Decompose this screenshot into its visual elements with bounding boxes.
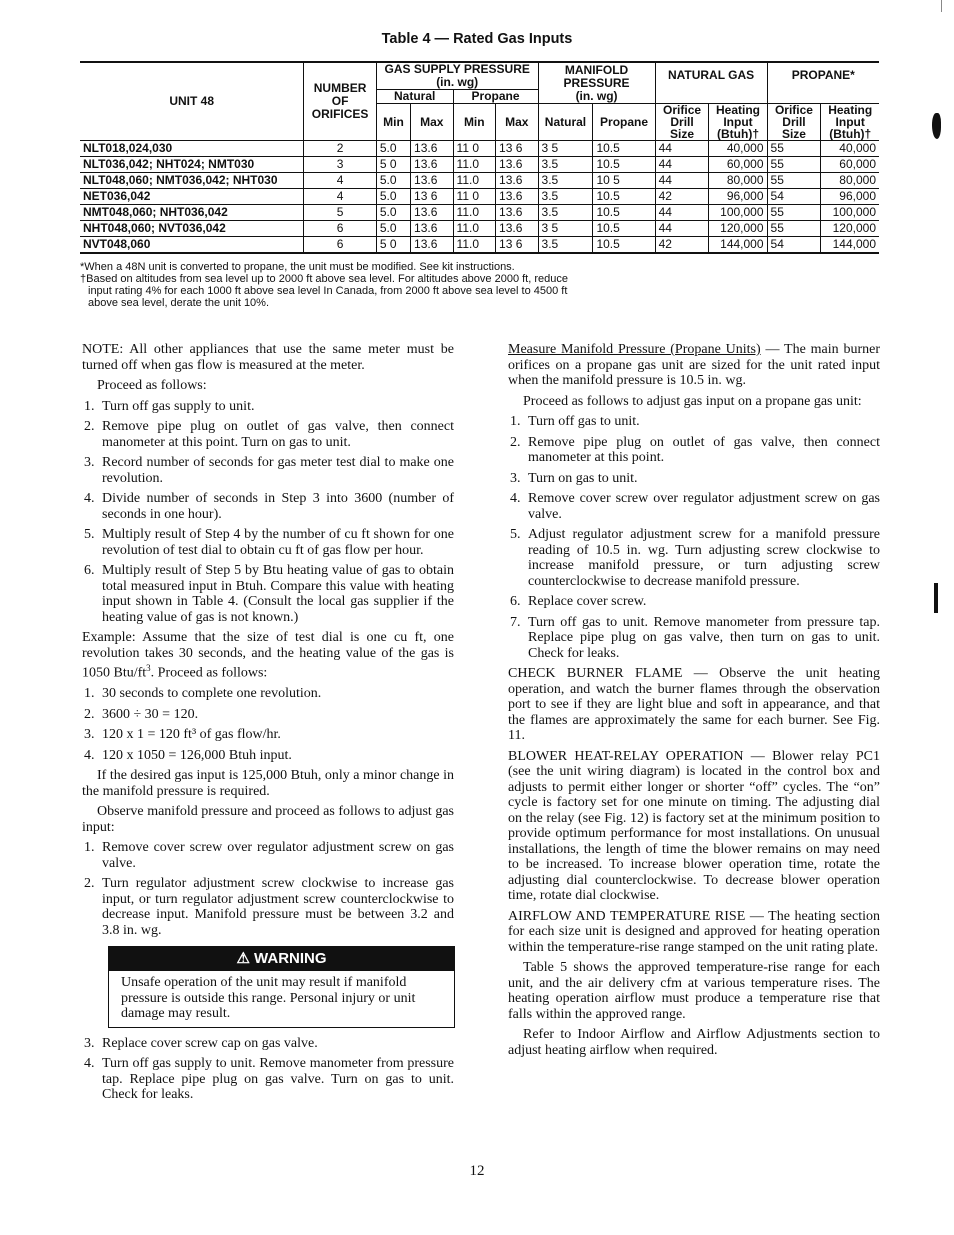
observe-paragraph: Observe manifold pressure and proceed as follows to adjust gas input:: [82, 804, 454, 835]
list-item: 1. Remove cover screw over regulator adjustment screw on gas valve.: [84, 840, 454, 871]
value-cell: 54: [767, 189, 821, 205]
table-row: [80, 205, 879, 221]
warning-box: [108, 946, 455, 1028]
value-cell: 13.6: [411, 237, 453, 254]
value-cell: 13.6: [411, 157, 453, 173]
table-title: Table 4 — Rated Gas Inputs: [381, 31, 573, 47]
list-item: 1. Turn off gas to unit.: [510, 414, 640, 429]
header-orifice-drill: Orifice Drill Size: [655, 104, 709, 141]
header-orifices: NUMBER OF ORIFICES: [304, 62, 377, 141]
value-cell: 5.0: [376, 173, 410, 189]
unit-cell: NVT048,060: [80, 237, 304, 254]
value-cell: 13.6: [411, 173, 453, 189]
value-cell: 44: [655, 173, 709, 189]
footnote: input rating 4% for each 1000 ft above sea level In Canada, from 2000 ft above sea level to 4500 ft: [88, 285, 568, 297]
value-cell: 5.0: [376, 205, 410, 221]
list-item: 3. Turn on gas to unit.: [510, 470, 638, 486]
table-row: [80, 237, 879, 254]
list-item: 5. Multiply result of Step 4 by the number of cu ft shown for one revolution of test dial to obtain cu ft of gas flow per hour.: [84, 527, 454, 558]
heating-input-cell: 120,000: [709, 221, 767, 237]
header-unit: UNIT 48: [80, 62, 304, 141]
table-header: [80, 62, 879, 141]
measure-paragraph: Measure Manifold Pressure (Propane Units) — The main burner orifices on a propane gas unit are sized for the unit rated input when the manifold pressure is 10.5 in. wg.: [508, 342, 881, 388]
list-item: 1. Turn off gas supply to unit.: [84, 398, 255, 414]
header-max: Max: [411, 104, 453, 141]
list-item: 3. 120 x 1 = 120 ft³ of gas flow/hr.: [84, 727, 281, 743]
footnote: above sea level, derate the unit 10%.: [88, 297, 270, 309]
unit-cell: NMT048,060; NHT036,042: [80, 205, 304, 221]
value-cell: 13 6: [411, 189, 453, 205]
heating-input-cell: 144,000: [709, 237, 767, 254]
margin-mark: [932, 113, 941, 139]
list-item: 4. 120 x 1050 = 126,000 Btuh input.: [84, 747, 292, 763]
measure-heading: Measure Manifold Pressure (Propane Units): [508, 342, 761, 357]
heating-input-cell: 40,000: [821, 141, 879, 157]
value-cell: 10.5: [593, 221, 655, 237]
value-cell: 13.6: [496, 221, 539, 237]
propane-steps-list: [508, 414, 880, 661]
orifices-cell: 3: [304, 157, 377, 173]
header-manifold-natural: Natural: [538, 104, 593, 141]
table-row: [80, 157, 879, 173]
unit-cell: NHT048,060; NVT036,042: [80, 221, 304, 237]
list-item: 2. Remove pipe plug on outlet of gas valve, then connect manometer at this point.: [510, 434, 880, 465]
header-manifold-propane: Propane: [593, 104, 655, 141]
value-cell: 44: [655, 141, 709, 157]
value-cell: 10.5: [593, 141, 655, 157]
unit-cell: NLT048,060; NMT036,042; NHT030: [80, 173, 304, 189]
list-item: 7. Turn off gas to unit. Remove manometer from pressure tap. Replace pipe plug on gas valve, then turn on gas to unit. Check for leaks.: [510, 614, 880, 661]
heating-input-cell: 40,000: [709, 141, 767, 157]
value-cell: 3.5: [538, 205, 593, 221]
value-cell: 5.0: [376, 189, 410, 205]
desired-paragraph: If the desired gas input is 125,000 Btuh, only a minor change in the manifold pressure is required.: [82, 768, 454, 799]
list-item: 1. 30 seconds to complete one revolution.: [84, 686, 322, 702]
heating-input-cell: 96,000: [821, 189, 879, 205]
proceed-paragraph: Proceed as follows to adjust gas input on a propane gas unit:: [523, 393, 862, 409]
heating-input-cell: 96,000: [709, 189, 767, 205]
heating-input-cell: 100,000: [821, 205, 879, 221]
adjust-steps-list: [82, 840, 454, 938]
value-cell: 3.5: [538, 173, 593, 189]
table-row: [80, 141, 879, 157]
footnote: †Based on altitudes from sea level up to 2000 ft above sea level. For altitudes above 2000 ft, reduce: [80, 273, 568, 285]
orifices-cell: 2: [304, 141, 377, 157]
orifices-cell: 4: [304, 189, 377, 205]
table-row: [80, 221, 879, 237]
heating-input-cell: 144,000: [821, 237, 879, 254]
value-cell: 55: [767, 221, 821, 237]
example-steps-list: [82, 686, 454, 763]
header-natural-gas: NATURAL GAS: [655, 62, 767, 104]
list-item: 3. Record number of seconds for gas meter test dial to make one revolution.: [84, 455, 454, 486]
blower-paragraph: BLOWER HEAT-RELAY OPERATION — Blower relay PC1 (see the unit wiring diagram) is located in the control box and adjusts to permit either longer or shorter “off” cycles. The “on” cycle is factory set for one minute on timing. The adjusting dial on the relay (see Fig. 12) is factory set at the minimum position to provide optimum performance for most installations. On unusual installations, the length of time the blower remains on may need to be increased. To increase blower operation time, rotate the adjusting dial counterclockwise. To decrease blower operation time, rotate dial clockwise.: [508, 748, 880, 903]
left-column: [82, 342, 454, 1108]
list-item: 4. Divide number of seconds in Step 3 into 3600 (number of seconds in one hour).: [84, 491, 454, 522]
heating-input-cell: 80,000: [709, 173, 767, 189]
value-cell: 10 5: [593, 173, 655, 189]
value-cell: 55: [767, 205, 821, 221]
value-cell: 5 0: [376, 237, 410, 254]
value-cell: 13.6: [411, 221, 453, 237]
value-cell: 54: [767, 237, 821, 254]
value-cell: 13.6: [496, 173, 539, 189]
table-row: [80, 189, 879, 205]
value-cell: 13.6: [496, 189, 539, 205]
list-item: 4. Remove cover screw over regulator adjustment screw on gas valve.: [510, 491, 880, 522]
header-natural: Natural: [376, 90, 453, 104]
check-burner-paragraph: CHECK BURNER FLAME — Observe the unit heating operation, and watch the burner flames through the observation port to see if they are light blue and soft in appearance, and that the flames are approximately the same for each burner. See Fig. 11.: [508, 666, 880, 743]
value-cell: 55: [767, 173, 821, 189]
value-cell: 3 5: [538, 221, 593, 237]
value-cell: 10.5: [593, 205, 655, 221]
value-cell: 42: [655, 189, 709, 205]
footnote: *When a 48N unit is converted to propane, the unit must be modified. See kit instructions.: [80, 261, 515, 273]
header-heating-input: Heating Input (Btuh)†: [821, 104, 879, 141]
final-steps-list: [82, 1036, 454, 1103]
value-cell: 42: [655, 237, 709, 254]
heating-input-cell: 60,000: [709, 157, 767, 173]
proceed-paragraph: Proceed as follows:: [97, 378, 207, 393]
table5-paragraph: Table 5 shows the approved temperature-rise range for each unit, and the air delivery cfm at various temperature rises. The heating operation airflow must produce a temperature rise that falls within the approved range.: [508, 960, 880, 1022]
value-cell: 55: [767, 141, 821, 157]
value-cell: 13 6: [496, 141, 539, 157]
value-cell: 5.0: [376, 221, 410, 237]
value-cell: 13.6: [411, 141, 453, 157]
list-item: 6. Multiply result of Step 5 by Btu heating value of gas to obtain total measured input in Btuh. Compare this value with heating input shown in Table 4. (Consult the local gas supplier if the heating value of gas is not known.): [84, 563, 454, 625]
refer-paragraph: Refer to Indoor Airflow and Airflow Adjustments section to adjust heating airflow when required.: [508, 1027, 880, 1058]
header-max: Max: [496, 104, 539, 141]
value-cell: 3 5: [538, 141, 593, 157]
header-gas-supply: GAS SUPPLY PRESSURE (in. wg): [376, 62, 538, 90]
list-item: 4. Turn off gas supply to unit. Remove manometer from pressure tap. Replace pipe plug on gas valve. Turn on gas to unit. Check for leaks.: [84, 1056, 454, 1103]
list-item: 6. Replace cover screw.: [510, 594, 647, 609]
header-min: Min: [453, 104, 495, 141]
list-item: 3. Replace cover screw cap on gas valve.: [84, 1035, 318, 1051]
value-cell: 44: [655, 221, 709, 237]
page-number: 12: [469, 1163, 485, 1179]
value-cell: 11 0: [453, 189, 495, 205]
value-cell: 13.6: [411, 205, 453, 221]
heating-input-cell: 80,000: [821, 173, 879, 189]
note-paragraph: NOTE: All other appliances that use the same meter must be turned off when gas flow is measured at the meter.: [82, 342, 454, 373]
value-cell: 5.0: [376, 141, 410, 157]
value-cell: 13 6: [496, 237, 539, 254]
measure-steps-list: [82, 399, 454, 626]
value-cell: 11.0: [453, 205, 495, 221]
margin-mark: [941, 0, 942, 12]
unit-cell: NLT036,042; NHT024; NMT030: [80, 157, 304, 173]
orifices-cell: 4: [304, 173, 377, 189]
heating-input-cell: 60,000: [821, 157, 879, 173]
value-cell: 44: [655, 205, 709, 221]
list-item: 2. 3600 ÷ 30 = 120.: [84, 706, 199, 722]
header-propane: PROPANE*: [767, 62, 879, 104]
header-manifold: MANIFOLD PRESSURE (in. wg): [538, 62, 655, 104]
margin-mark: [934, 583, 938, 613]
unit-cell: NET036,042: [80, 189, 304, 205]
right-column: [508, 342, 880, 1063]
value-cell: 11.0: [453, 157, 495, 173]
table-footnotes: [80, 261, 680, 309]
warning-heading: ⚠ WARNING: [109, 947, 454, 971]
value-cell: 10.5: [593, 189, 655, 205]
orifices-cell: 6: [304, 221, 377, 237]
value-cell: 11.0: [453, 237, 495, 254]
header-min: Min: [376, 104, 410, 141]
header-propane-supply: Propane: [453, 90, 538, 104]
value-cell: 10.5: [593, 237, 655, 254]
value-cell: 5 0: [376, 157, 410, 173]
value-cell: 11.0: [453, 221, 495, 237]
value-cell: 3.5: [538, 189, 593, 205]
orifices-cell: 6: [304, 237, 377, 254]
warning-text: Unsafe operation of the unit may result if manifold pressure is outside this range. Personal injury or unit damage may result.: [121, 975, 416, 1022]
heating-input-cell: 100,000: [709, 205, 767, 221]
value-cell: 13.6: [496, 205, 539, 221]
airflow-paragraph: AIRFLOW AND TEMPERATURE RISE — The heating section for each size unit is designed and approved for heating operation within the temperature-rise range stamped on the unit rating plate.: [508, 908, 880, 955]
list-item: 2. Remove pipe plug on outlet of gas valve, then connect manometer at this point. Turn on gas to unit.: [84, 419, 454, 450]
list-item: 2. Turn regulator adjustment screw clockwise to increase gas input, or turn regulator adjustment screw counterclockwise to decrease input. Manifold pressure must be between 3.2 and 3.8 in. wg.: [84, 876, 454, 938]
list-item: 5. Adjust regulator adjustment screw for a manifold pressure reading of 10.5 in. wg. Turn adjusting screw clockwise to increase manifold pressure, or turn adjusting screw counterclockwise to decrease manifold pressure.: [510, 527, 880, 589]
orifices-cell: 5: [304, 205, 377, 221]
value-cell: 11.0: [453, 173, 495, 189]
unit-cell: NLT018,024,030: [80, 141, 304, 157]
value-cell: 11 0: [453, 141, 495, 157]
table-row: [80, 173, 879, 189]
rated-gas-inputs-table: [80, 61, 879, 254]
value-cell: 10.5: [593, 157, 655, 173]
value-cell: 13.6: [496, 157, 539, 173]
table-body: [80, 141, 879, 254]
value-cell: 44: [655, 157, 709, 173]
value-cell: 3.5: [538, 157, 593, 173]
header-heating-input: Heating Input (Btuh)†: [709, 104, 767, 141]
heating-input-cell: 120,000: [821, 221, 879, 237]
value-cell: 55: [767, 157, 821, 173]
example-paragraph: Example: Assume that the size of test dial is one cu ft, one revolution takes 30 seconds, and the heating value of the gas is 1050 Btu/$ft^3$. Proceed as follows:: [82, 630, 454, 681]
value-cell: 3.5: [538, 237, 593, 254]
header-orifice-drill: Orifice Drill Size: [767, 104, 821, 141]
